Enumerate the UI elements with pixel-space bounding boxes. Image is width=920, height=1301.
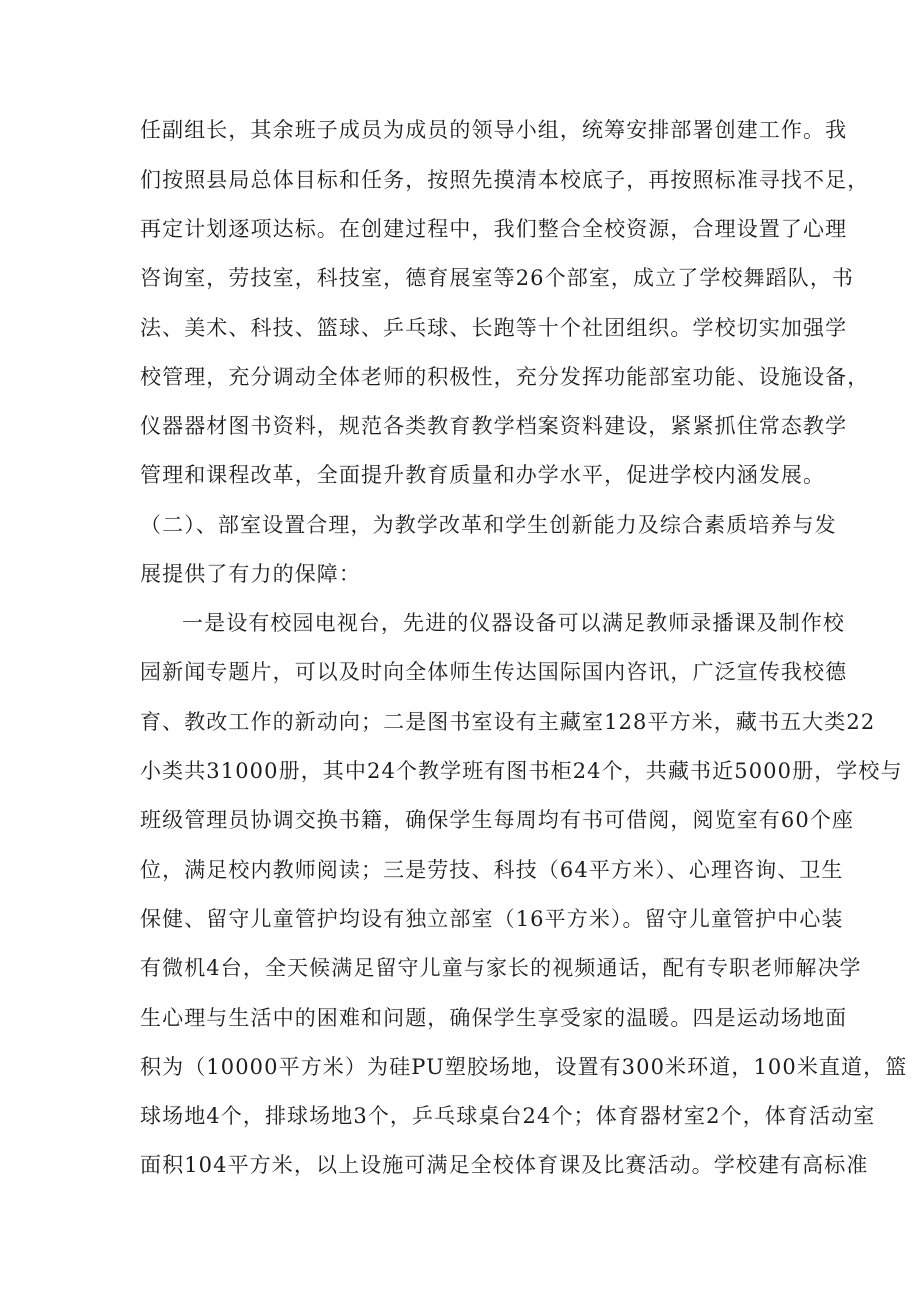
text-line: 园新闻专题片，可以及时向全体师生传达国际国内咨讯，广泛宣传我校德 xyxy=(140,660,848,684)
text-line: 班级管理员协调交换书籍，确保学生每周均有书可借阅，阅览室有60个座 xyxy=(140,808,855,832)
text-line: 任副组长，其余班子成员为成员的领导小组，统筹安排部署创建工作。我 xyxy=(140,118,848,142)
text-line: 生心理与生活中的困难和问题，确保学生享受家的温暖。四是运动场地面 xyxy=(140,1006,848,1030)
text-line: 们按照县局总体目标和任务，按照先摸清本校底子，再按照标准寻找不足， xyxy=(140,168,870,192)
text-line: 小类共31000册，其中24个教学班有图书柜24个，共藏书近5000册，学校与 xyxy=(140,759,903,783)
text-line: 有微机4台，全天候满足留守儿童与家长的视频通话，配有专职老师解决学 xyxy=(140,956,862,980)
text-line: 育、教改工作的新动向；二是图书室设有主藏室128平方米，藏书五大类22 xyxy=(140,710,876,734)
text-line: 球场地4个，排球场地3个，乒乓球桌台24个；体育器材室2个，体育活动室 xyxy=(140,1104,876,1128)
text-line: 管理和课程改革，全面提升教育质量和办学水平，促进学校内涵发展。 xyxy=(140,463,826,487)
text-line: 法、美术、科技、篮球、乒乓球、长跑等十个社团组织。学校切实加强学 xyxy=(140,316,848,340)
text-line: 位，满足校内教师阅读；三是劳技、科技（64平方米）、心理咨询、卫生 xyxy=(140,858,844,882)
text-line: 积为（10000平方米）为硅PU塑胶场地，设置有300米环道，100米直道，篮 xyxy=(140,1055,908,1079)
text-line: 校管理，充分调动全体老师的积极性，充分发挥功能部室功能、设施设备， xyxy=(140,365,870,389)
text-line: 仪器器材图书资料，规范各类教育教学档案资料建设，紧紧抓住常态教学 xyxy=(140,414,848,438)
text-line: 咨询室，劳技室，科技室，德育展室等26个部室，成立了学校舞蹈队，书 xyxy=(140,266,855,290)
text-line: 面积104平方米，以上设施可满足全校体育课及比赛活动。学校建有高标准 xyxy=(140,1153,869,1177)
section-heading: 展提供了有力的保障： xyxy=(140,562,361,586)
text-line: 再定计划逐项达标。在创建过程中，我们整合全校资源，合理设置了心理 xyxy=(140,217,848,241)
section-heading: （二）、部室设置合理，为教学改革和学生创新能力及综合素质培养与发 xyxy=(140,513,837,537)
text-line: 一是设有校园电视台，先进的仪器设备可以满足教师录播课及制作校 xyxy=(182,611,845,635)
text-line: 保健、留守儿童管护均设有独立部室（16平方米）。留守儿童管护中心装 xyxy=(140,907,844,931)
